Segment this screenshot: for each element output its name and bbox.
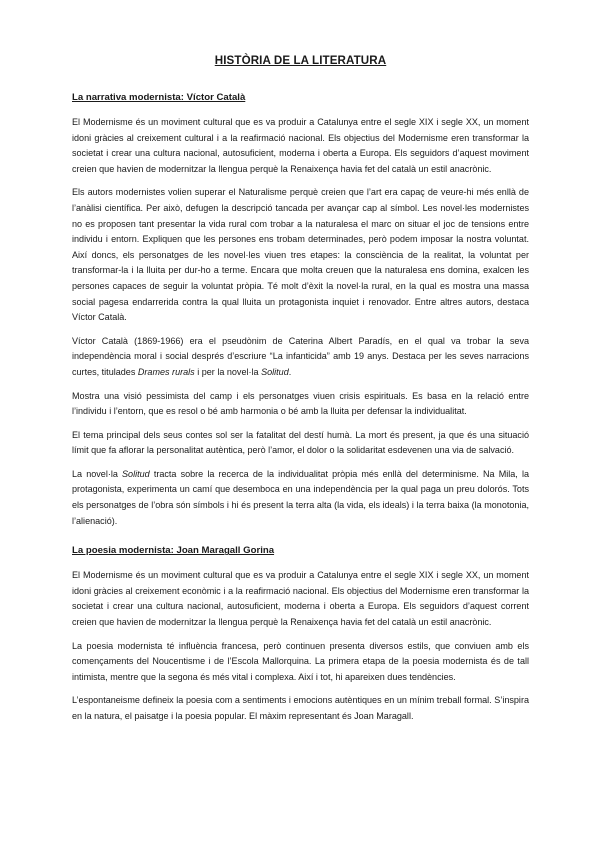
paragraph-text: La novel·la (72, 468, 123, 479)
body-paragraph (72, 639, 529, 686)
document-page (72, 54, 529, 741)
paragraph-text: . (288, 366, 292, 377)
italic-title: Solitud (122, 468, 150, 479)
body-paragraph (72, 467, 529, 529)
paragraph-text: La poesia modernista té influència francesa, però continuen presenta diversos estils, que conviuen amb els començaments del Noucentisme i de l’Escola Mallorquina. La primera etapa de la poesia modernista és de tall intimista, mentre que la segona és més vital i complexa. Així i tot, hi apareixen dues tendències. (72, 640, 529, 682)
italic-title: Solitud (261, 366, 289, 377)
paragraph-text: L’espontaneisme defineix la poesia com a sentiments i emocions autèntiques en un mínim treball formal. S’inspira en la natura, el paisatge i la poesia popular. El màxim representant és Joan Maragall. (72, 695, 529, 721)
section-narrative (72, 92, 529, 529)
body-paragraph (72, 115, 529, 177)
section-body (72, 568, 529, 724)
paragraph-text: Els autors modernistes volien superar el Naturalisme perquè creien que l’art era capaç de veure-hi més enllà de l’anàlisi científica. Per això, defugen la descripció tancada per avançar cap al símbol. Les novel·les modernistes no es proposen tant presentar la vida rural com trobar a la naturalesa el marc on situar el joc de tensions entre individu i entorn. Expliquen que les persones ens trobam determinades, però podem imposar la nostra voluntat. Així doncs, els personatges de les novel·les viuen tres etapes: la consciència de la realitat, la voluntat per transformar-la i la lluita per dur-ho a terme. Encara que molta creuen que la naturalesa ens domina, exalcen les persones capaces de seguir la voluntat pròpia. Té molt d’èxit la novel·la rural, en la qual es mostra una massa social pagesa endarrerida contra la qual lluita un protagonista inquiet i renovador. Entre altres autors, destaca Víctor Català. (72, 187, 529, 323)
paragraph-text: tracta sobre la recerca de la individualitat pròpia més enllà del determinisme. Na Mila, la protagonista, experimenta un camí que desemboca en una independència per la qual paga un preu dolorós. Tots els personatges de l’obra són símbols i hi és present la terra alta (la vida, els ideals) i la terra baixa (la monotonia, l’alienació). (72, 468, 529, 526)
body-paragraph (72, 185, 529, 325)
paragraph-text: Mostra una visió pessimista del camp i els personatges viuen crisis espirituals. Es basa en la relació entre l’individu i l’entorn, que es resol o bé amb harmonia o bé amb la lluita per defensar la individualitat. (72, 390, 529, 417)
body-paragraph (72, 568, 529, 630)
paragraph-text: El Modernisme és un moviment cultural que es va produir a Catalunya entre el segle XIX i segle XX, un moment idoni gràcies al creixement econòmic i a la reafirmació nacional. Els objectius del Modernisme eren transformar la societat i crear una cultura nacional, autosuficient, moderna i oberta a Europa. Els seguidors d’aquest corrent creien que havien de modernitzar la llengua perquè la Renaixença havia fet del català un estil anacrònic. (72, 570, 529, 628)
body-paragraph (72, 428, 529, 459)
body-paragraph (72, 334, 529, 381)
document-title: HISTÒRIA DE LA LITERATURA (214, 54, 387, 67)
body-paragraph (72, 693, 529, 724)
paragraph-text: Víctor Català (1869-1966) era el pseudònim de Caterina Albert Paradís, en el qual va trobar la seva independència moral i social després d’escriure “La infanticida” amb 19 anys. Destaca per les seves narracions curtes, titulades (72, 335, 529, 377)
italic-title: Drames rurals (137, 366, 195, 377)
body-paragraph (72, 389, 529, 420)
paragraph-text: i per la novel·la (194, 366, 262, 377)
section-body (72, 115, 529, 529)
section-poetry (72, 545, 529, 724)
paragraph-text: El tema principal dels seus contes sol ser la fatalitat del destí humà. La mort és present, ja que és una situació límit que fa aflorar la personalitat autèntica, però l’amor, el dolor o la solidaritat esdevenen una via de salvació. (72, 429, 529, 456)
section-heading: La narrativa modernista: Víctor Català (72, 92, 246, 103)
paragraph-text: El Modernisme és un moviment cultural que es va produir a Catalunya entre el segle XIX i segle XX, un moment idoni gràcies al creixement cultural i a la reafirmació nacional. Els objectius del Modernisme eren transformar la societat i crear una cultura nacional, autosuficient, moderna i oberta a Europa. Els seguidors d’aquest moviment creien que havien de modernitzar la llengua perquè la Renaixença havia fet del català un estil anacrònic. (72, 117, 529, 174)
section-heading: La poesia modernista: Joan Maragall Gorina (72, 545, 275, 557)
